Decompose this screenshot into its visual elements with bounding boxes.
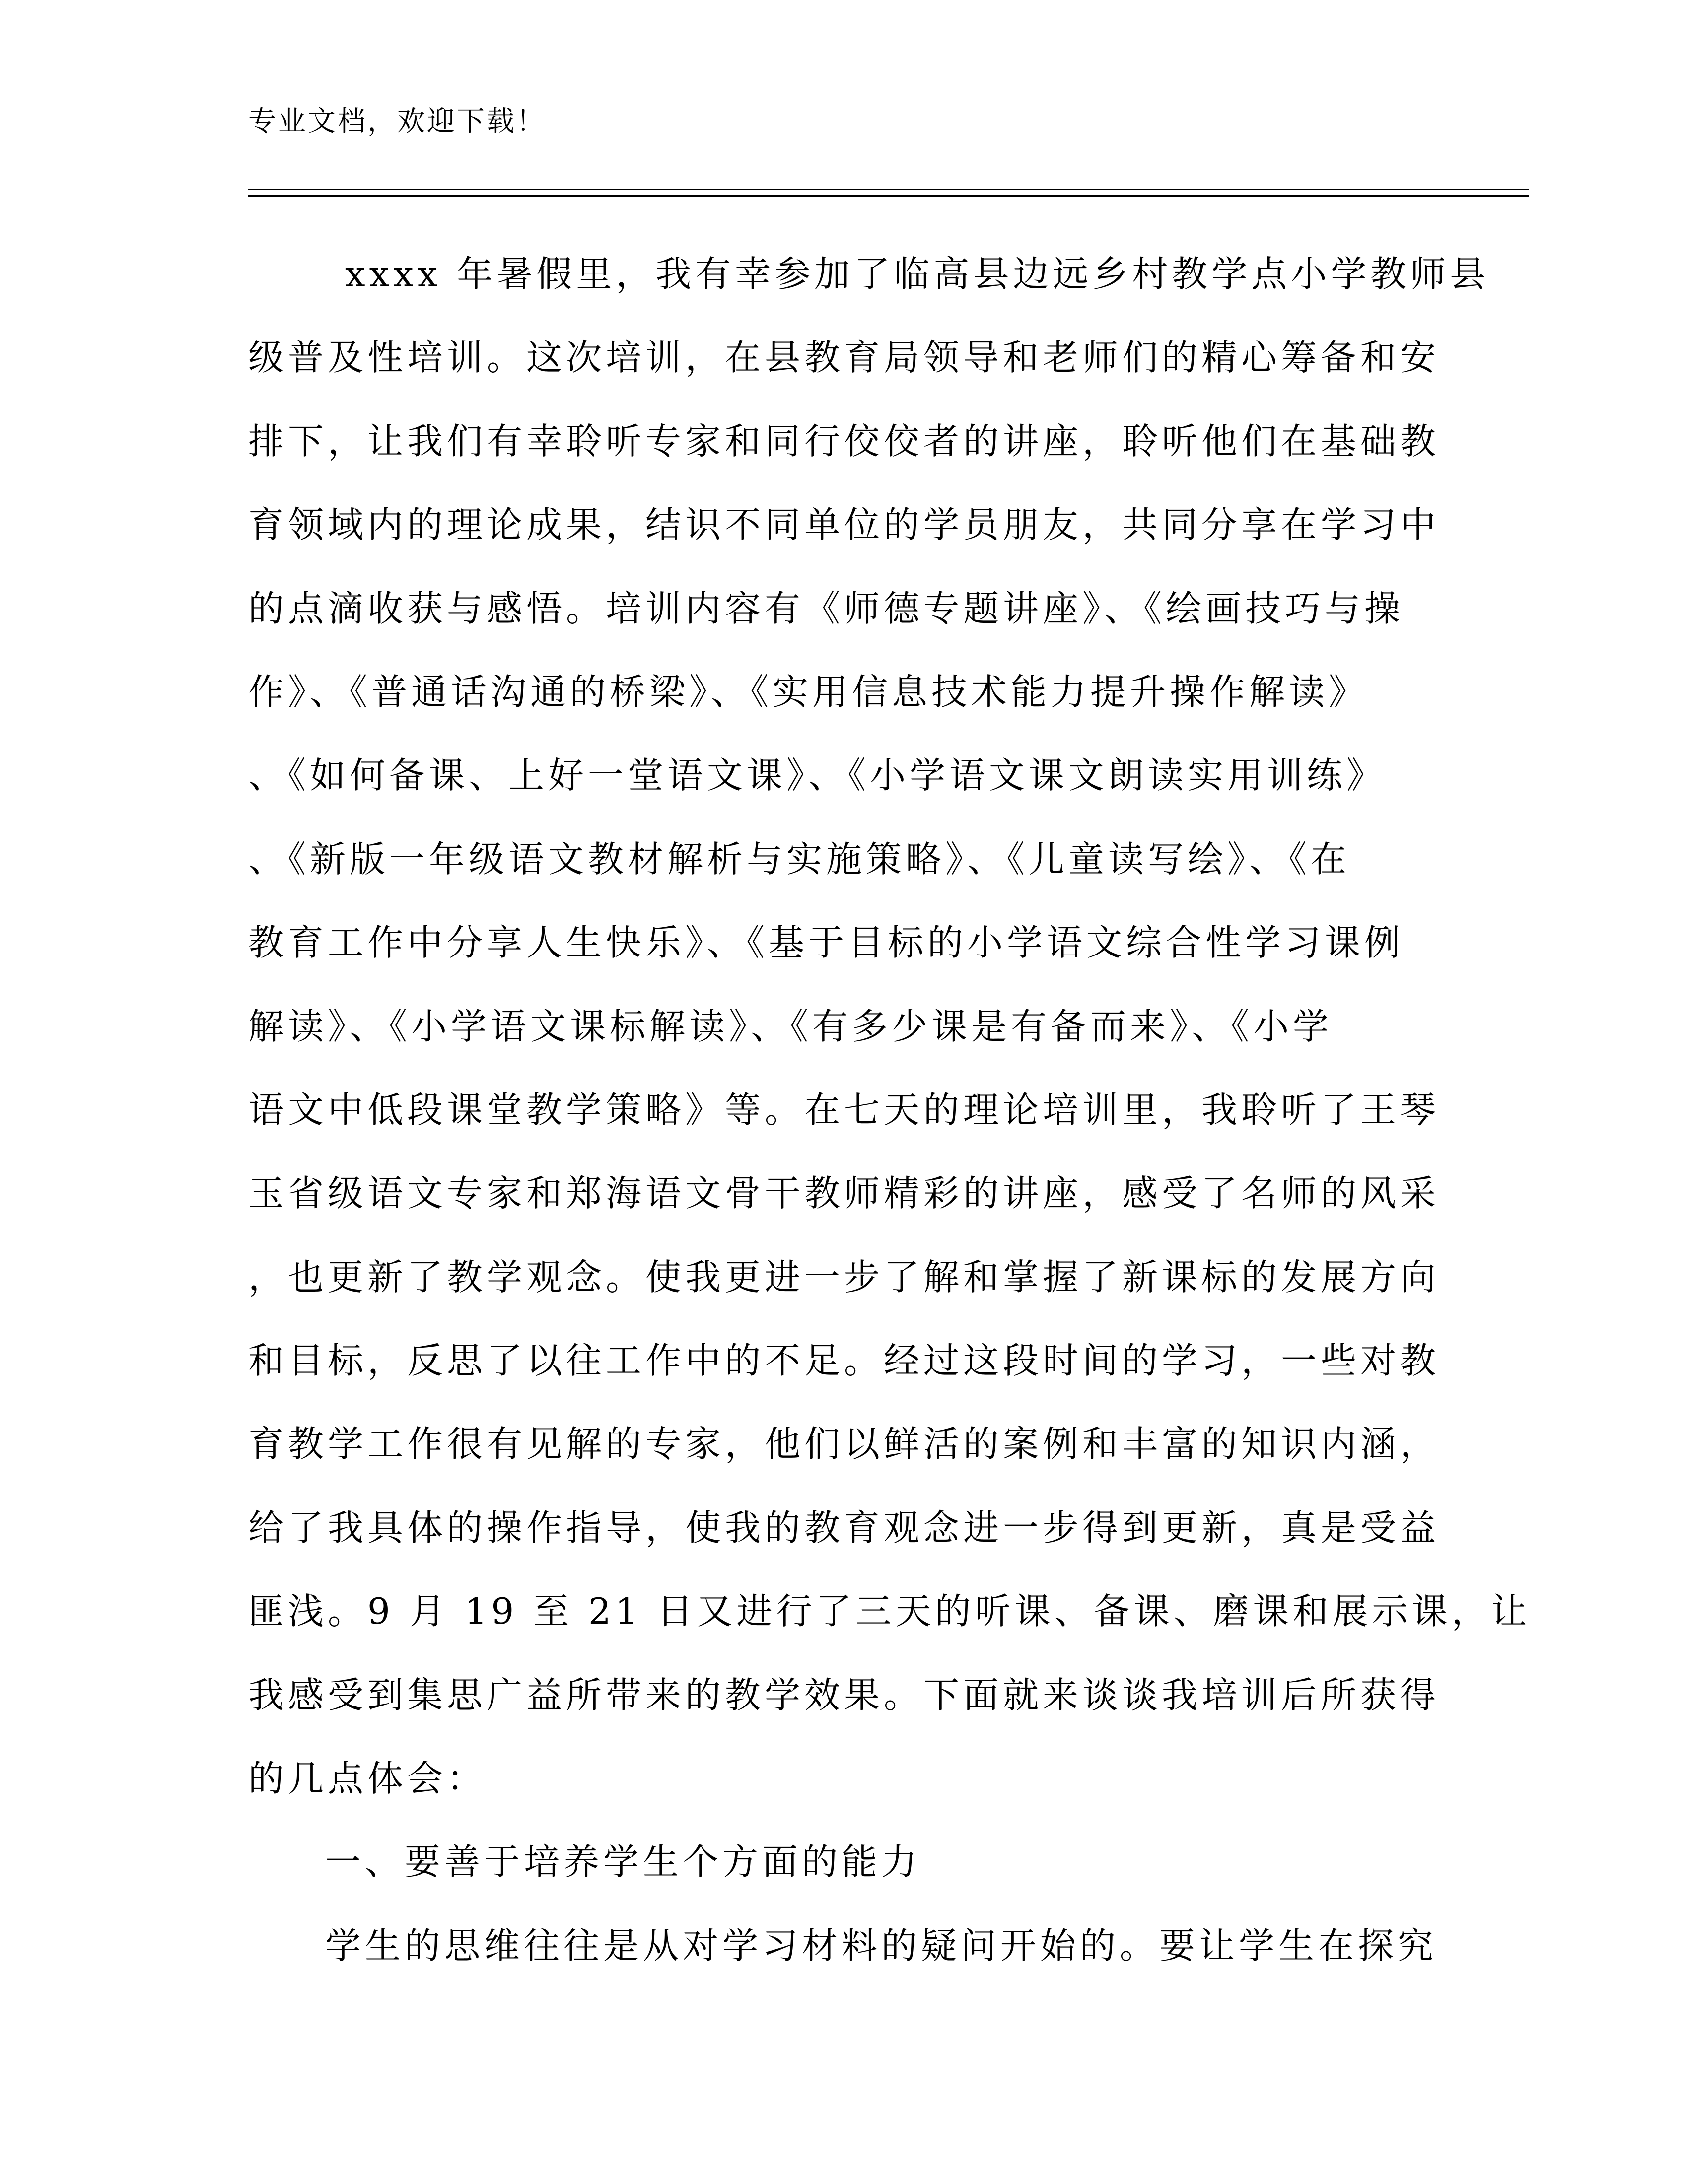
paragraph-line: 的点滴收获与感悟。培训内容有《师德专题讲座》、《绘画技巧与操: [248, 587, 1405, 629]
paragraph-line: 解读》、《小学语文课标解读》、《有多少课是有备而来》、《小学: [248, 1005, 1333, 1047]
paragraph-line: 、《如何备课、上好一堂语文课》、《小学语文课文朗读实用训练》: [248, 754, 1387, 797]
paragraph-line: ，也更新了教学观念。使我更进一步了解和掌握了新课标的发展方向: [248, 1256, 1440, 1298]
paragraph-line: 和目标，反思了以往工作中的不足。经过这段时间的学习，一些对教: [248, 1340, 1440, 1382]
paragraph-line: 我感受到集思广益所带来的教学效果。下面就来谈谈我培训后所获得: [248, 1674, 1440, 1716]
paragraph-line: 作》、《普通话沟通的桥梁》、《实用信息技术能力提升操作解读》: [248, 671, 1369, 713]
header-divider: [248, 189, 1529, 197]
paragraph-line: 、《新版一年级语文教材解析与实施策略》、《儿童读写绘》、《在: [248, 838, 1351, 880]
section-heading: 一、要善于培养学生个方面的能力: [325, 1841, 921, 1883]
paragraph-line: xxxx 年暑假里，我有幸参加了临高县边远乡村教学点小学教师县: [345, 253, 1490, 295]
paragraph-line: 学生的思维往往是从对学习材料的疑问开始的。要让学生在探究: [325, 1924, 1438, 1967]
paragraph-line: 排下，让我们有幸聆听专家和同行佼佼者的讲座，聆听他们在基础教: [248, 420, 1440, 462]
paragraph-line: 匪浅。9 月 19 至 21 日又进行了三天的听课、备课、磨课和展示课，让: [248, 1590, 1531, 1633]
document-body: [248, 253, 1531, 2009]
page-header: 专业文档，欢迎下载！: [248, 105, 546, 137]
paragraph-line: 育教学工作很有见解的专家，他们以鲜活的案例和丰富的知识内涵，: [248, 1423, 1440, 1465]
paragraph-line: 级普及性培训。这次培训，在县教育局领导和老师们的精心筹备和安: [248, 337, 1440, 379]
paragraph-line: 给了我具体的操作指导，使我的教育观念进一步得到更新，真是受益: [248, 1506, 1440, 1549]
paragraph-line: 的几点体会：: [248, 1758, 487, 1800]
paragraph-line: 教育工作中分享人生快乐》、《基于目标的小学语文综合性学习课例: [248, 922, 1405, 964]
paragraph-line: 玉省级语文专家和郑海语文骨干教师精彩的讲座，感受了名师的风采: [248, 1172, 1440, 1215]
paragraph-line: 育领域内的理论成果，结识不同单位的学员朋友，共同分享在学习中: [248, 504, 1440, 546]
paragraph-line: 语文中低段课堂教学策略》等。在七天的理论培训里，我聆听了王琴: [248, 1089, 1440, 1131]
